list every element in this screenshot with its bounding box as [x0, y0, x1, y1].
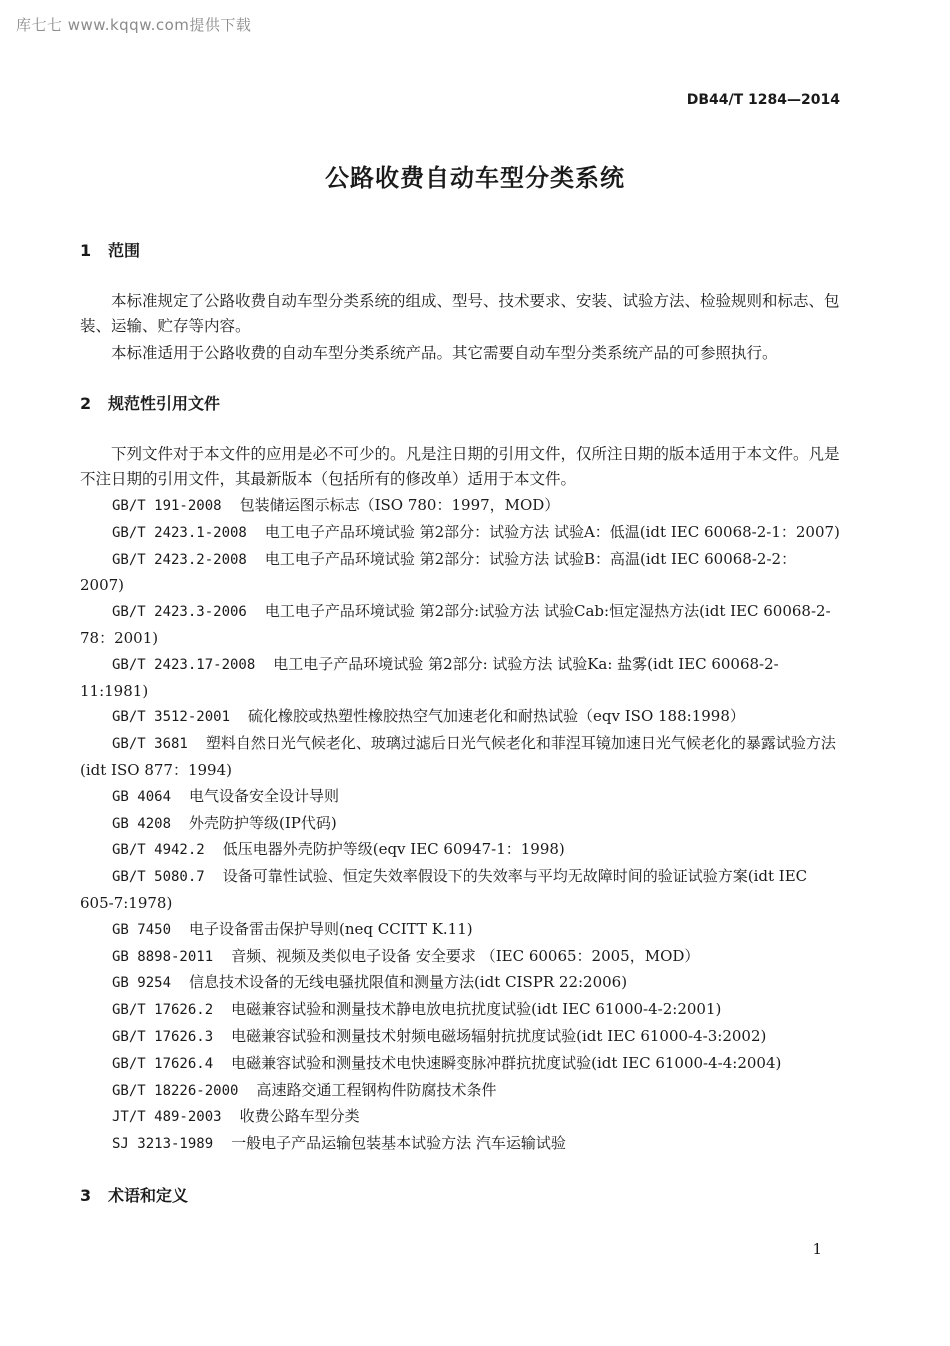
reference-item	[80, 520, 840, 547]
reference-title: 电子设备雷击保护导则(neq CCITT K.11)	[189, 919, 473, 938]
reference-title: 电气设备安全设计导则	[189, 786, 340, 805]
standard-code: DB44/T 1284—2014	[686, 92, 840, 108]
reference-code: GB/T 18226-2000	[112, 1082, 239, 1099]
reference-item	[80, 944, 840, 971]
reference-code: GB 7450	[112, 921, 172, 938]
reference-list	[80, 493, 840, 1158]
reference-code: GB/T 2423.3-2006	[112, 604, 247, 621]
reference-item	[80, 731, 840, 784]
reference-title: 电磁兼容试验和测量技术静电放电抗扰度试验(idt IEC 61000-4-2:2001)	[231, 1000, 722, 1019]
section-title: 规范性引用文件	[108, 394, 221, 413]
reference-title: 电工电子产品环境试验 第2部分：试验方法 试验A：低温(idt IEC 60068-2-1：2007)	[264, 522, 840, 541]
reference-item	[80, 704, 840, 731]
reference-item	[80, 784, 840, 811]
reference-title: 一般电子产品运输包装基本试验方法 汽车运输试验	[231, 1134, 566, 1153]
reference-code: GB/T 3681	[112, 736, 188, 753]
reference-item	[80, 917, 840, 944]
reference-item	[80, 1024, 840, 1051]
reference-title: 收费公路车型分类	[239, 1107, 360, 1126]
reference-code: JT/T 489-2003	[112, 1109, 222, 1126]
reference-code: GB/T 191-2008	[112, 498, 222, 514]
section-number: 1	[80, 241, 92, 260]
reference-code: GB/T 5080.7	[112, 869, 205, 886]
reference-item	[80, 1051, 840, 1078]
reference-title: 电工电子产品环境试验 第2部分：试验方法 试验B：高温(idt IEC 60068-2-2：2007)	[80, 549, 797, 595]
watermark-text: 库七七 www.kqqw.com提供下载	[16, 16, 252, 34]
reference-item	[80, 864, 840, 917]
page-number: 1	[812, 1240, 822, 1258]
reference-title: 塑料自然日光气候老化、玻璃过滤后日光气候老化和菲涅耳镜加速日光气候老化的暴露试验方法(idt ISO 877：1994)	[80, 734, 836, 779]
reference-item	[80, 1078, 840, 1105]
reference-item	[80, 811, 840, 838]
reference-item	[80, 997, 840, 1024]
reference-title: 音频、视频及类似电子设备 安全要求 （IEC 60065：2005，MOD）	[231, 946, 700, 965]
reference-code: GB/T 4942.2	[112, 842, 205, 859]
section-number: 2	[80, 394, 92, 413]
reference-title: 高速路交通工程钢构件防腐技术条件	[256, 1080, 497, 1099]
reference-code: GB/T 3512-2001	[112, 709, 231, 726]
reference-title: 电工电子产品环境试验 第2部分: 试验方法 试验Ka: 盐雾(idt IEC 60068-2-11:1981)	[80, 654, 779, 700]
reference-code: GB/T 17626.2	[112, 1002, 214, 1019]
section-title: 范围	[108, 241, 141, 260]
reference-title: 低压电器外壳防护等级(eqv IEC 60947-1：1998)	[222, 840, 565, 859]
reference-item	[80, 1131, 840, 1158]
reference-code: GB 4208	[112, 815, 172, 832]
section-title: 术语和定义	[108, 1186, 189, 1205]
reference-title: 硫化橡胶或热塑性橡胶热空气加速老化和耐热试验（eqv ISO 188:1998）	[248, 707, 745, 726]
reference-code: GB 8898-2011	[112, 948, 214, 965]
reference-code: GB/T 2423.2-2008	[112, 551, 247, 568]
section-heading-terms	[80, 1183, 188, 1206]
scope-paragraph-1: 本标准规定了公路收费自动车型分类系统的组成、型号、技术要求、安装、试验方法、检验规则和标志、包装、运输、贮存等内容。	[80, 292, 840, 335]
reference-item	[80, 599, 840, 652]
reference-title: 外壳防护等级(IP代码)	[189, 813, 337, 832]
reference-code: SJ 3213-1989	[112, 1136, 214, 1153]
section-heading-scope	[80, 238, 140, 261]
reference-code: GB/T 17626.4	[112, 1055, 214, 1072]
reference-item	[80, 547, 840, 600]
reference-code: GB 4064	[112, 788, 172, 805]
reference-item	[80, 837, 840, 864]
reference-title: 电工电子产品环境试验 第2部分:试验方法 试验Cab:恒定湿热方法(idt IEC 60068-2-78：2001)	[80, 602, 831, 647]
reference-title: 电磁兼容试验和测量技术射频电磁场辐射抗扰度试验(idt IEC 61000-4-3:2002)	[231, 1026, 767, 1045]
reference-title: 包装储运图示标志（ISO 780：1997，MOD）	[239, 496, 560, 514]
reference-item	[80, 970, 840, 997]
reference-code: GB/T 17626.3	[112, 1028, 214, 1045]
reference-item	[80, 493, 840, 520]
reference-title: 设备可靠性试验、恒定失效率假设下的失效率与平均无故障时间的验证试验方案(idt IEC 605-7:1978)	[80, 867, 808, 912]
reference-item	[80, 1104, 840, 1131]
section-heading-normative-references	[80, 391, 220, 414]
section-number: 3	[80, 1186, 92, 1205]
reference-item	[80, 652, 840, 705]
reference-code: GB/T 2423.1-2008	[112, 524, 247, 541]
reference-code: GB/T 2423.17-2008	[112, 656, 256, 673]
references-intro: 下列文件对于本文件的应用是必不可少的。凡是注日期的引用文件，仅所注日期的版本适用于本文件。凡是不注日期的引用文件，其最新版本（包括所有的修改单）适用于本文件。	[80, 445, 840, 488]
reference-title: 信息技术设备的无线电骚扰限值和测量方法(idt CISPR 22:2006)	[189, 973, 628, 992]
reference-code: GB 9254	[112, 975, 172, 992]
document-title: 公路收费自动车型分类系统	[325, 164, 625, 192]
reference-title: 电磁兼容试验和测量技术电快速瞬变脉冲群抗扰度试验(idt IEC 61000-4-4:2004)	[231, 1053, 782, 1072]
scope-paragraph-2: 本标准适用于公路收费的自动车型分类系统产品。其它需要自动车型分类系统产品的可参照执行。	[111, 344, 778, 362]
